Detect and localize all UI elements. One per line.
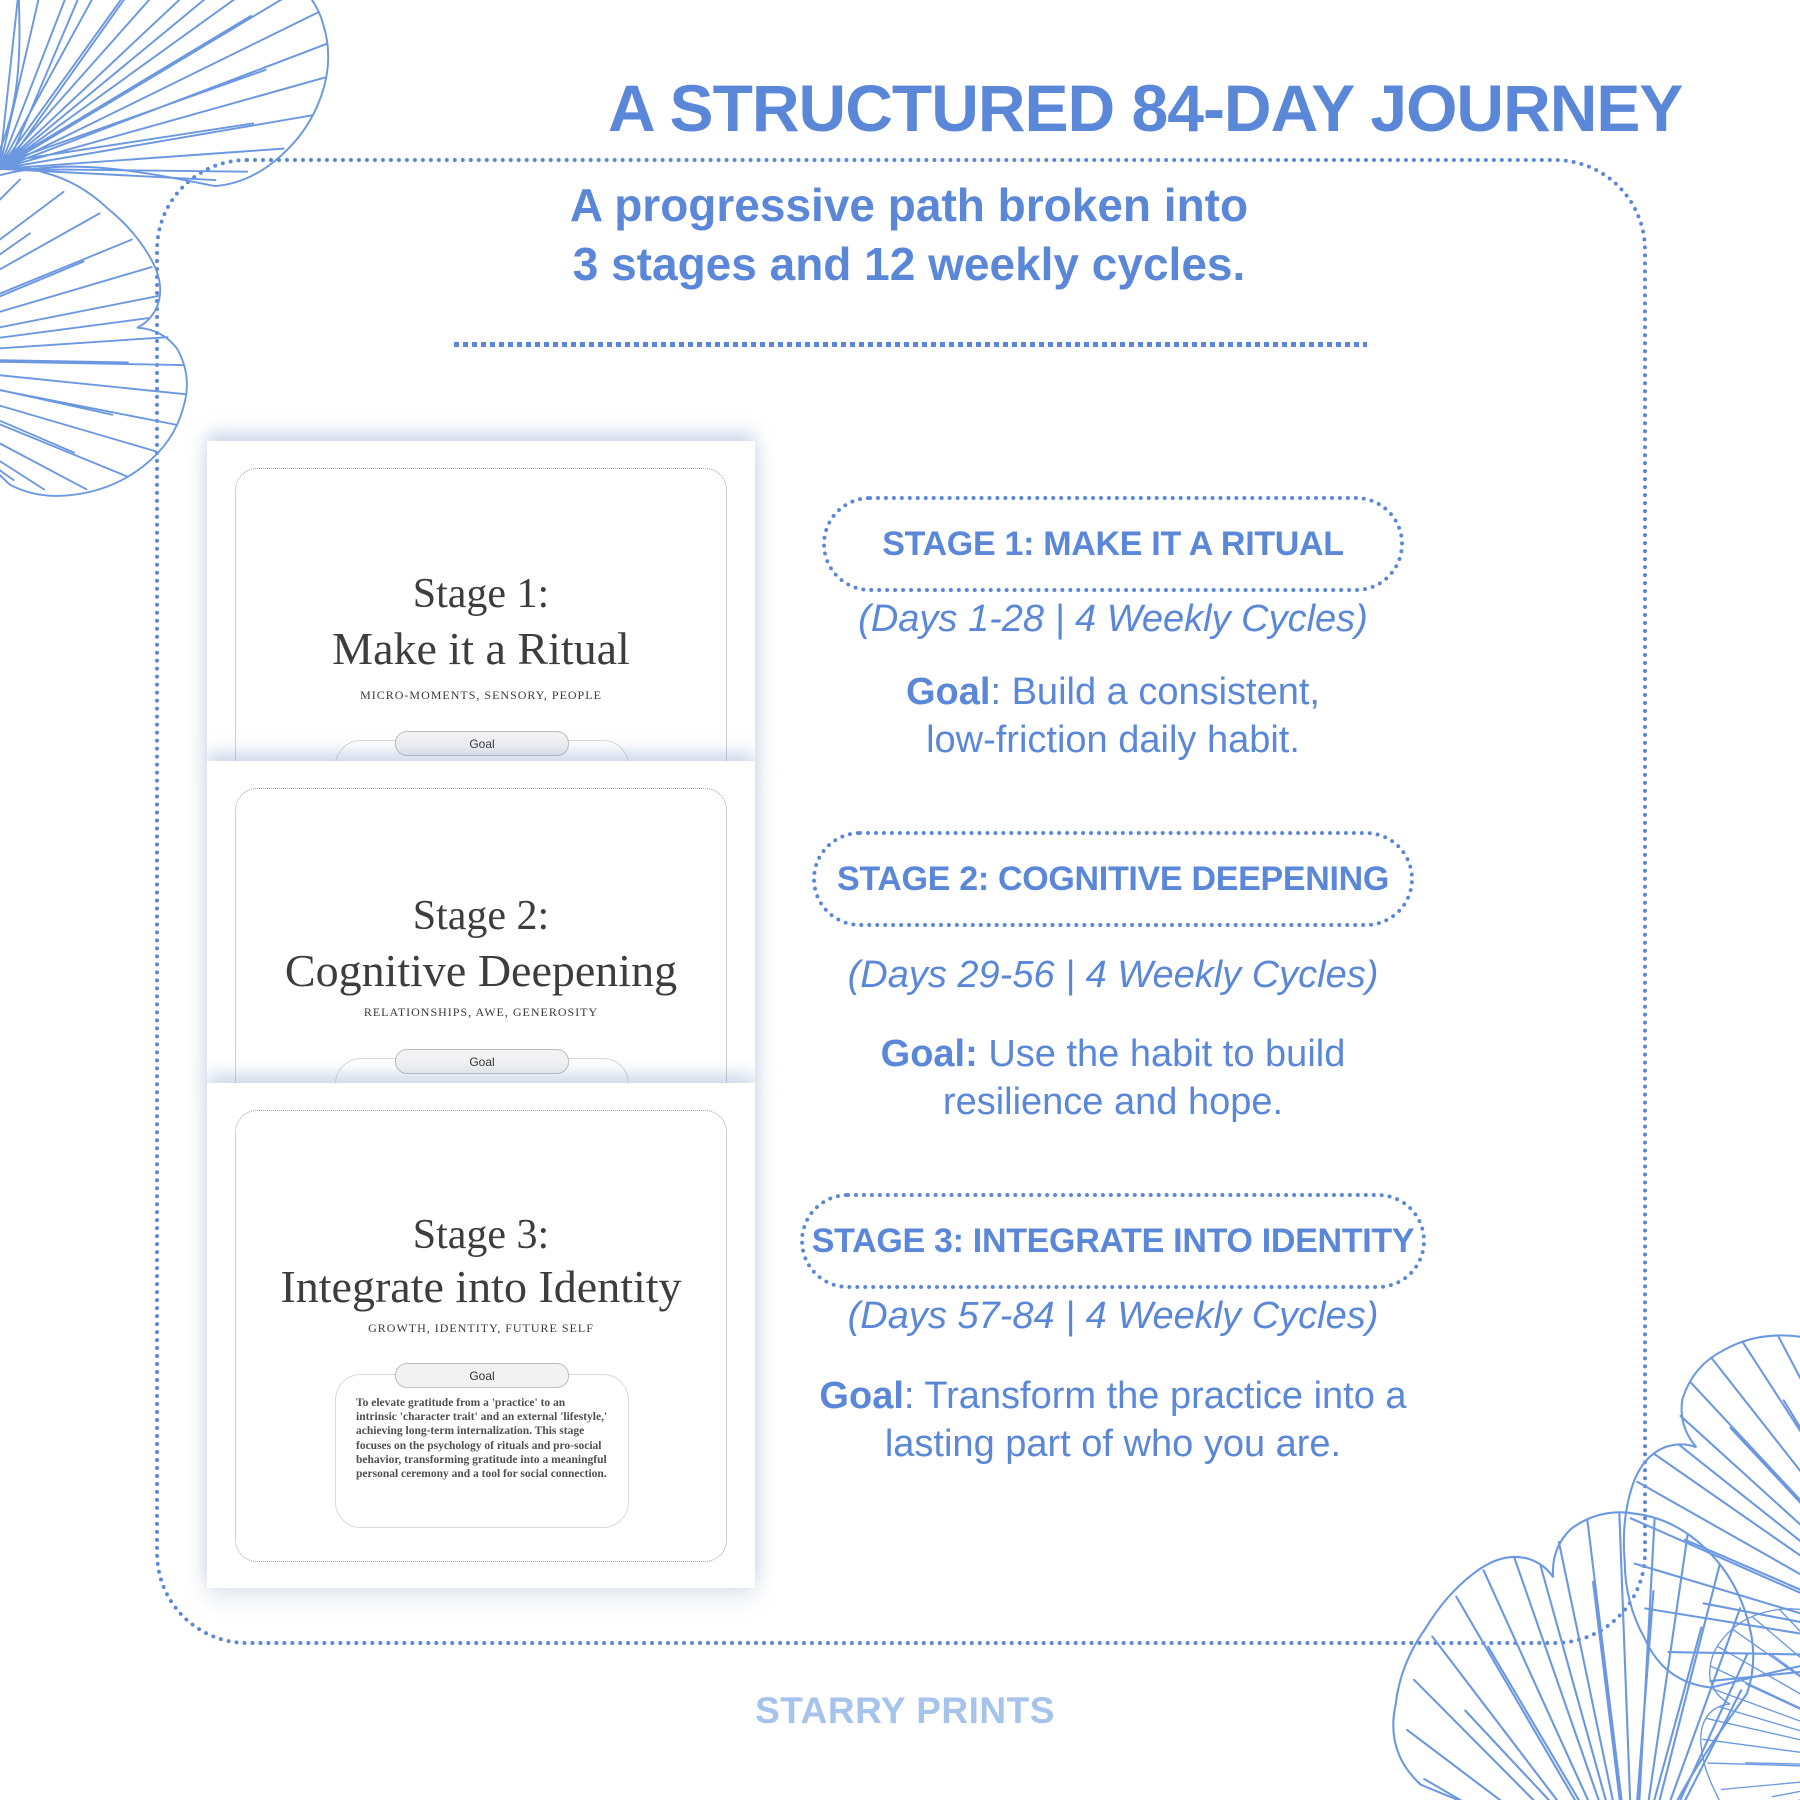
card-stage-label: Stage 2:: [412, 893, 550, 939]
goal-text-line-1: : Build a consistent,: [990, 671, 1320, 713]
stage-3-preview-card: [207, 1083, 755, 1588]
stage-2-preview-card: [207, 761, 755, 1083]
goal-text-line-1: : Transform the practice into a: [903, 1375, 1407, 1417]
stage-3-header-pill: [800, 1193, 1426, 1289]
stage-1-header-label: STAGE 1: MAKE IT A RITUAL: [882, 524, 1344, 563]
dotted-divider: [454, 342, 1367, 347]
goal-label: Goal: [906, 671, 991, 713]
stage-2-header-pill: [812, 831, 1414, 927]
stage-2-header-label: STAGE 2: COGNITIVE DEEPENING: [836, 859, 1390, 898]
card-stage-title: Cognitive Deepening: [284, 945, 678, 996]
goal-button: Goal: [395, 1363, 569, 1388]
stage-3-days: (Days 57-84 | 4 Weekly Cycles): [847, 1295, 1379, 1337]
stage-1-days: (Days 1-28 | 4 Weekly Cycles): [858, 598, 1368, 640]
ginkgo-leaf-icon: [1621, 1541, 1800, 1800]
goal-text-line-2: resilience and hope.: [942, 1081, 1284, 1123]
stage-3-header-label: STAGE 3: INTEGRATE INTO IDENTITY: [811, 1221, 1415, 1260]
page-title: A STRUCTURED 84-DAY JOURNEY: [608, 71, 1683, 145]
goal-label: Goal:: [880, 1033, 978, 1075]
goal-text-line-2: low-friction daily habit.: [926, 719, 1300, 761]
card-stage-caption: RELATIONSHIPS, AWE, GENEROSITY: [363, 1005, 599, 1019]
card-stage-title: Integrate into Identity: [280, 1261, 682, 1312]
goal-button: Goal: [395, 1049, 569, 1074]
stage-1-header-pill: [822, 496, 1404, 592]
subtitle-line-2: 3 stages and 12 weekly cycles.: [572, 238, 1246, 290]
subtitle-line-1: A progressive path broken into: [569, 179, 1249, 231]
card-stage-caption: MICRO-MOMENTS, SENSORY, PEOPLE: [360, 688, 602, 702]
stage-1-preview-card: [207, 441, 755, 761]
goal-text-line-2: lasting part of who you are.: [884, 1423, 1342, 1465]
stage-2-goal: [763, 1030, 1463, 1126]
goal-description-text: To elevate gratitude from a 'practice' to an intrinsic 'character trait' and an external 'lifestyle,' achieving long-term internalization. This stage focuses on the psychology of rituals and pro-social behavior, transforming gratitude into a meaningful personal ceremony and a tool for social connection.: [356, 1397, 608, 1481]
brand-footer: STARRY PRINTS: [755, 1690, 1055, 1731]
stage-1-goal: [763, 668, 1463, 764]
goal-button: Goal: [395, 731, 569, 756]
goal-label: Goal: [819, 1375, 904, 1417]
card-stage-caption: GROWTH, IDENTITY, FUTURE SELF: [368, 1321, 594, 1335]
card-stage-label: Stage 3:: [412, 1212, 550, 1258]
card-stage-label: Stage 1:: [412, 571, 550, 617]
stage-2-days: (Days 29-56 | 4 Weekly Cycles): [847, 954, 1379, 996]
subtitle: [109, 176, 1709, 294]
goal-text-line-1: Use the habit to build: [977, 1033, 1346, 1075]
card-stage-title: Make it a Ritual: [332, 623, 630, 674]
stage-3-goal: [763, 1372, 1463, 1468]
